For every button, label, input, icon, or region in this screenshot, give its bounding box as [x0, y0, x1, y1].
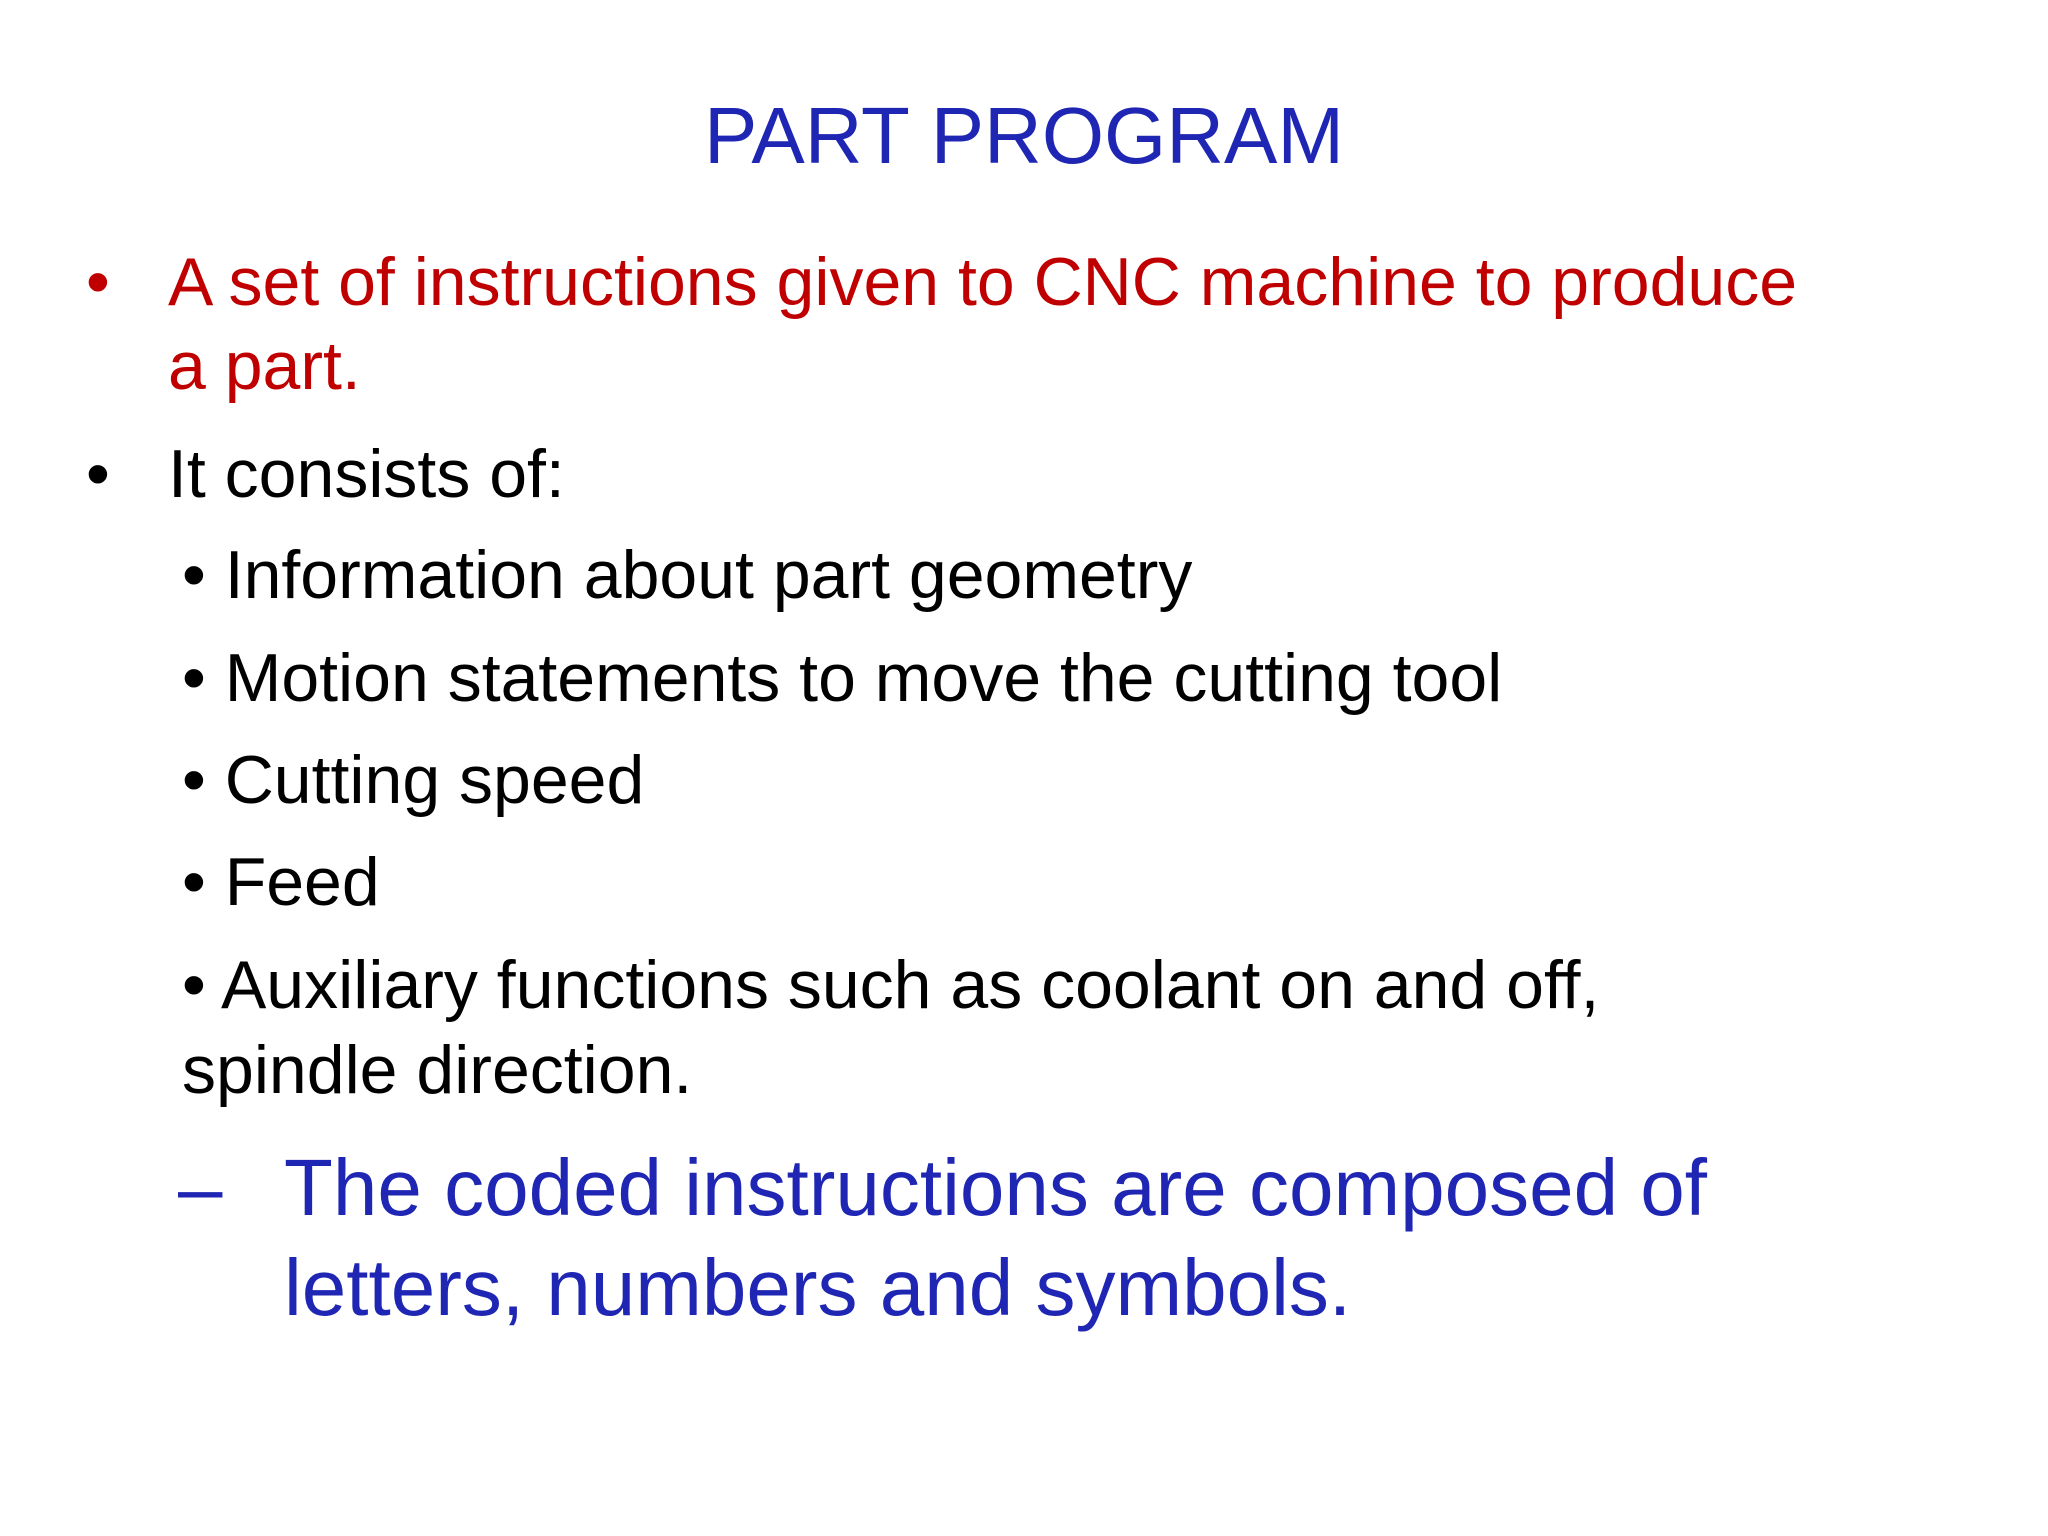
sub-item-auxiliary-functions: • Auxiliary functions such as coolant on and off,	[182, 947, 1600, 1023]
sub-item-part-geometry: • Information about part geometry	[182, 537, 1193, 613]
sub-item-feed: • Feed	[182, 844, 380, 920]
bullet-text	[168, 240, 1797, 408]
bullet-marker: •	[86, 436, 110, 512]
sub-item-motion-statements: • Motion statements to move the cutting tool	[182, 640, 1503, 716]
bullet-line: a part.	[168, 328, 361, 404]
sub-item-auxiliary-continuation: spindle direction.	[182, 1032, 693, 1108]
dash-line: letters, numbers and symbols.	[284, 1243, 1352, 1332]
dash-line: The coded instructions are composed of	[284, 1143, 1708, 1232]
slide-title: PART PROGRAM	[703, 91, 1345, 180]
dash-marker: –	[178, 1143, 223, 1232]
bullet-text: It consists of:	[168, 436, 565, 512]
bullet-marker: •	[86, 244, 110, 320]
bullet-line: A set of instructions given to CNC machine to produce	[168, 244, 1798, 320]
dash-text	[284, 1138, 1707, 1338]
sub-item-cutting-speed: • Cutting speed	[182, 742, 645, 818]
